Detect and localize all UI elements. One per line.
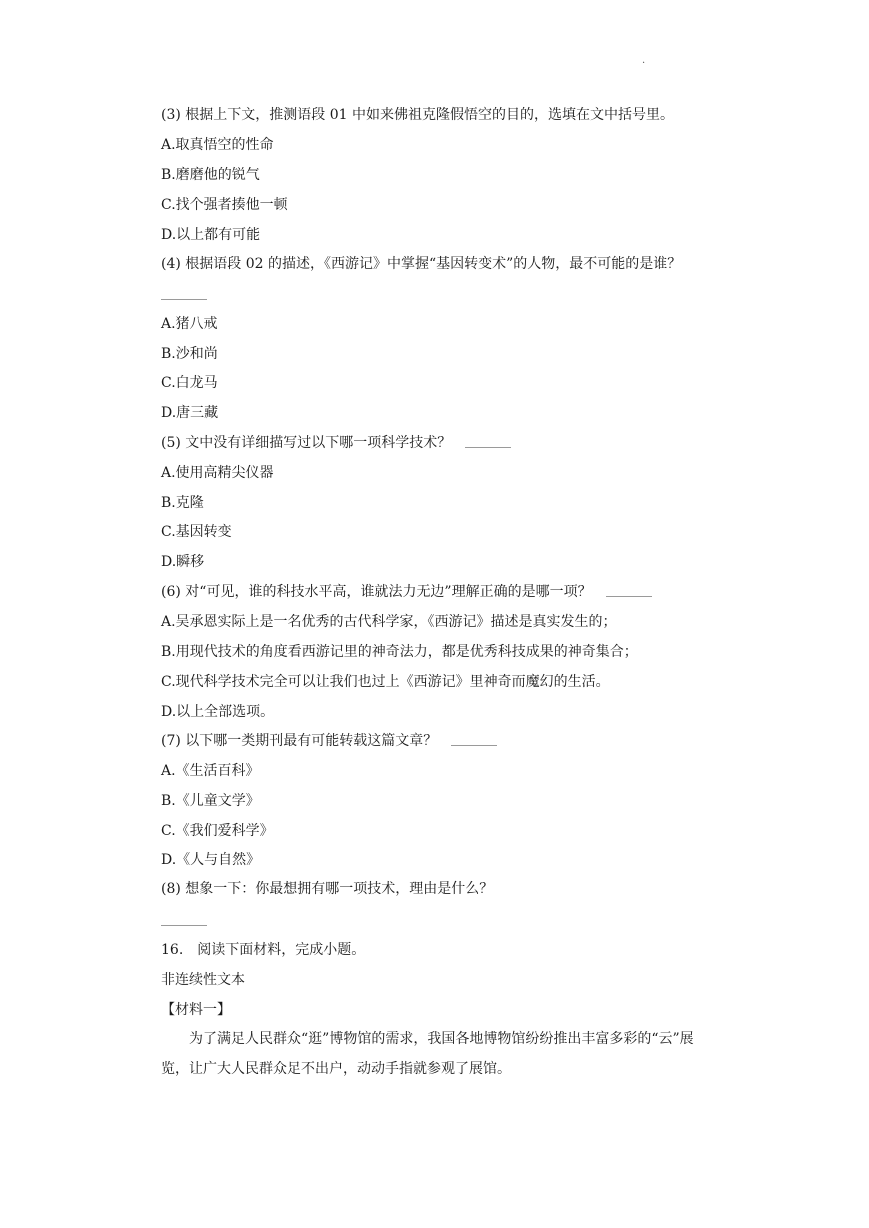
question-8-stem: (8) 想象一下：你最想拥有哪一项技术，理由是什么？ [161,881,494,897]
question-6-line [161,583,652,601]
question-5-answer-blank [465,447,511,448]
question-5-option-b: B.克隆 [161,495,204,511]
question-4-option-a: A.猪八戒 [161,316,218,332]
question-4-option-d: D.唐三藏 [161,405,219,421]
question-7-option-a: A.《生活百科》 [161,763,260,779]
question-16-subtitle: 非连续性文本 [161,972,245,988]
question-5-option-d: D.瞬移 [161,554,205,570]
question-7-line [161,732,497,750]
question-6-stem: (6) 对“可见，谁的科技水平高，谁就法力无边”理解正确的是哪一项？ [161,584,592,600]
question-6-option-c: C.现代科学技术完全可以让我们也过上《西游记》里神奇而魔幻的生活。 [161,674,610,690]
question-3-stem: (3) 根据上下文，推测语段 01 中如来佛祖克隆假悟空的目的，选填在文中括号里。 [161,107,674,123]
question-5-stem: (5) 文中没有详细描写过以下哪一项科学技术？ [161,435,452,451]
question-5-option-a: A.使用高精尖仪器 [161,465,274,481]
question-7-stem: (7) 以下哪一类期刊最有可能转载这篇文章？ [161,733,438,749]
question-6-option-b: B.用现代技术的角度看西游记里的神奇法力，都是优秀科技成果的神奇集合； [161,644,638,660]
material-1-text: 为了满足人民群众“逛”博物馆的需求，我国各地博物馆纷纷推出丰富多彩的“云”展览，让广大人民群众足不出户，动动手指就参观了展馆。 [161,1031,694,1077]
material-1-title: 【材料一】 [161,1002,231,1018]
header-dot: . [642,55,646,66]
question-6-option-a: A.吴承恩实际上是一名优秀的古代科学家，《西游记》描述是真实发生的； [161,614,617,630]
question-6-answer-blank [606,596,652,597]
question-7-option-b: B.《儿童文学》 [161,793,260,809]
question-3-option-a: A.取真悟空的性命 [161,137,274,153]
question-5-option-c: C.基因转变 [161,524,232,540]
question-3-option-d: D.以上都有可能 [161,227,261,243]
question-4-option-c: C.白龙马 [161,375,218,391]
question-6-option-d: D.以上全部选项。 [161,704,275,720]
question-16-stem: 16. 阅读下面材料，完成小题。 [161,942,366,958]
question-3-option-b: B.磨磨他的锐气 [161,167,260,183]
question-7-option-c: C.《我们爱科学》 [161,823,274,839]
question-3-option-c: C.找个强者揍他一顿 [161,197,288,213]
question-7-answer-blank [451,745,497,746]
question-4-option-b: B.沙和尚 [161,346,218,362]
question-4-stem: (4) 根据语段 02 的描述，《西游记》中掌握“基因转变术”的人物，最不可能的是谁？ [161,256,682,272]
question-8-answer-blank [161,925,207,926]
question-7-option-d: D.《人与自然》 [161,852,261,868]
question-5-line [161,434,511,452]
question-4-answer-blank [161,299,207,300]
